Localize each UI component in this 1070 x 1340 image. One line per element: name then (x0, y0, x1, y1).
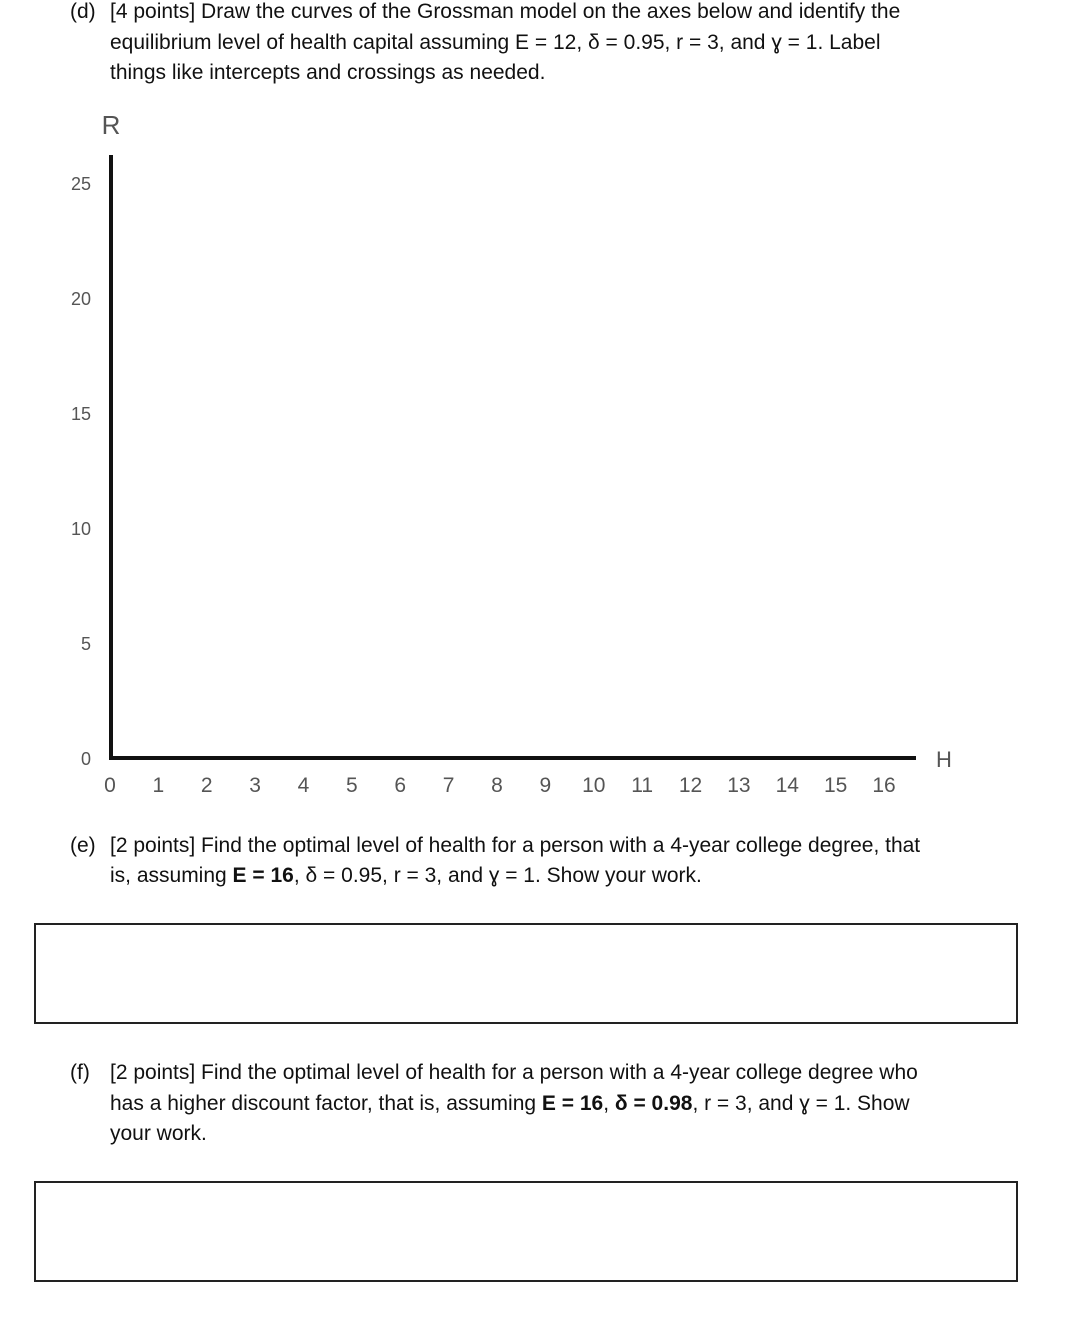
x-tick-label-0: 0 (104, 774, 116, 797)
question-e-line-2-bold: E = 16 (232, 864, 294, 887)
question-f-line-2-bold-2: δ = 0.98 (614, 1092, 693, 1115)
y-tick-label-20: 20 (70, 289, 91, 309)
question-f-line-2-bold-1: E = 16 (541, 1092, 604, 1115)
x-tick-label-12: 12 (678, 774, 703, 797)
x-tick-label-1: 1 (152, 774, 165, 797)
x-tick-label-15: 15 (823, 774, 848, 797)
question-f-line-2-post: , r = 3, and ɣ = 1. Show (692, 1092, 910, 1115)
y-tick-label-10: 10 (70, 519, 91, 539)
question-e-line-2-pre: is, assuming (110, 864, 233, 887)
x-tick-label-6: 6 (394, 774, 407, 797)
blank-axes-chart[interactable] (0, 100, 1000, 820)
y-tick-labels (71, 174, 91, 769)
question-d-line-3: things like intercepts and crossings as needed. (110, 61, 546, 84)
x-tick-label-7: 7 (442, 774, 455, 797)
x-tick-label-2: 2 (200, 774, 213, 797)
x-axis-label: H (936, 747, 952, 772)
x-tick-label-10: 10 (582, 774, 606, 797)
x-tick-label-5: 5 (346, 774, 358, 797)
x-tick-label-14: 14 (775, 774, 799, 797)
question-e-line-2-post: , δ = 0.95, r = 3, and ɣ = 1. Show your work. (293, 864, 702, 887)
x-tick-label-8: 8 (491, 774, 503, 797)
question-e-label: (e) (70, 834, 96, 857)
y-axis-label: R (101, 110, 121, 140)
question-e-line-1: [2 points] Find the optimal level of health for a person with a 4-year college degree, that (110, 834, 921, 857)
x-tick-label-11: 11 (631, 774, 654, 797)
question-f-line-2-pre: has a higher discount factor, that is, assuming (110, 1092, 542, 1115)
answer-box-f[interactable] (34, 1181, 1018, 1282)
x-tick-label-4: 4 (297, 774, 310, 797)
x-tick-label-16: 16 (872, 774, 896, 797)
question-f-line-2-mid: , (603, 1092, 615, 1115)
x-tick-label-13: 13 (727, 774, 751, 797)
question-d-line-1: [4 points] Draw the curves of the Grossman model on the axes below and identify the (110, 0, 901, 23)
y-tick-label-0: 0 (80, 749, 91, 769)
x-tick-labels (104, 774, 896, 797)
y-tick-label-5: 5 (80, 634, 91, 654)
answer-box-e[interactable] (34, 923, 1018, 1024)
question-f-line-2 (110, 1089, 910, 1119)
x-tick-label-3: 3 (249, 774, 261, 797)
question-f-line-3: your work. (110, 1122, 207, 1145)
x-tick-label-9: 9 (539, 774, 552, 797)
y-tick-label-25: 25 (70, 174, 91, 194)
y-tick-label-15: 15 (70, 404, 91, 424)
question-f-label: (f) (70, 1061, 90, 1084)
question-e-line-2 (110, 861, 702, 891)
question-f-line-1: [2 points] Find the optimal level of health for a person with a 4-year college degree who (110, 1061, 918, 1084)
question-d-line-2: equilibrium level of health capital assuming E = 12, δ = 0.95, r = 3, and ɣ = 1. Label (110, 31, 881, 54)
question-d-label: (d) (70, 0, 96, 23)
